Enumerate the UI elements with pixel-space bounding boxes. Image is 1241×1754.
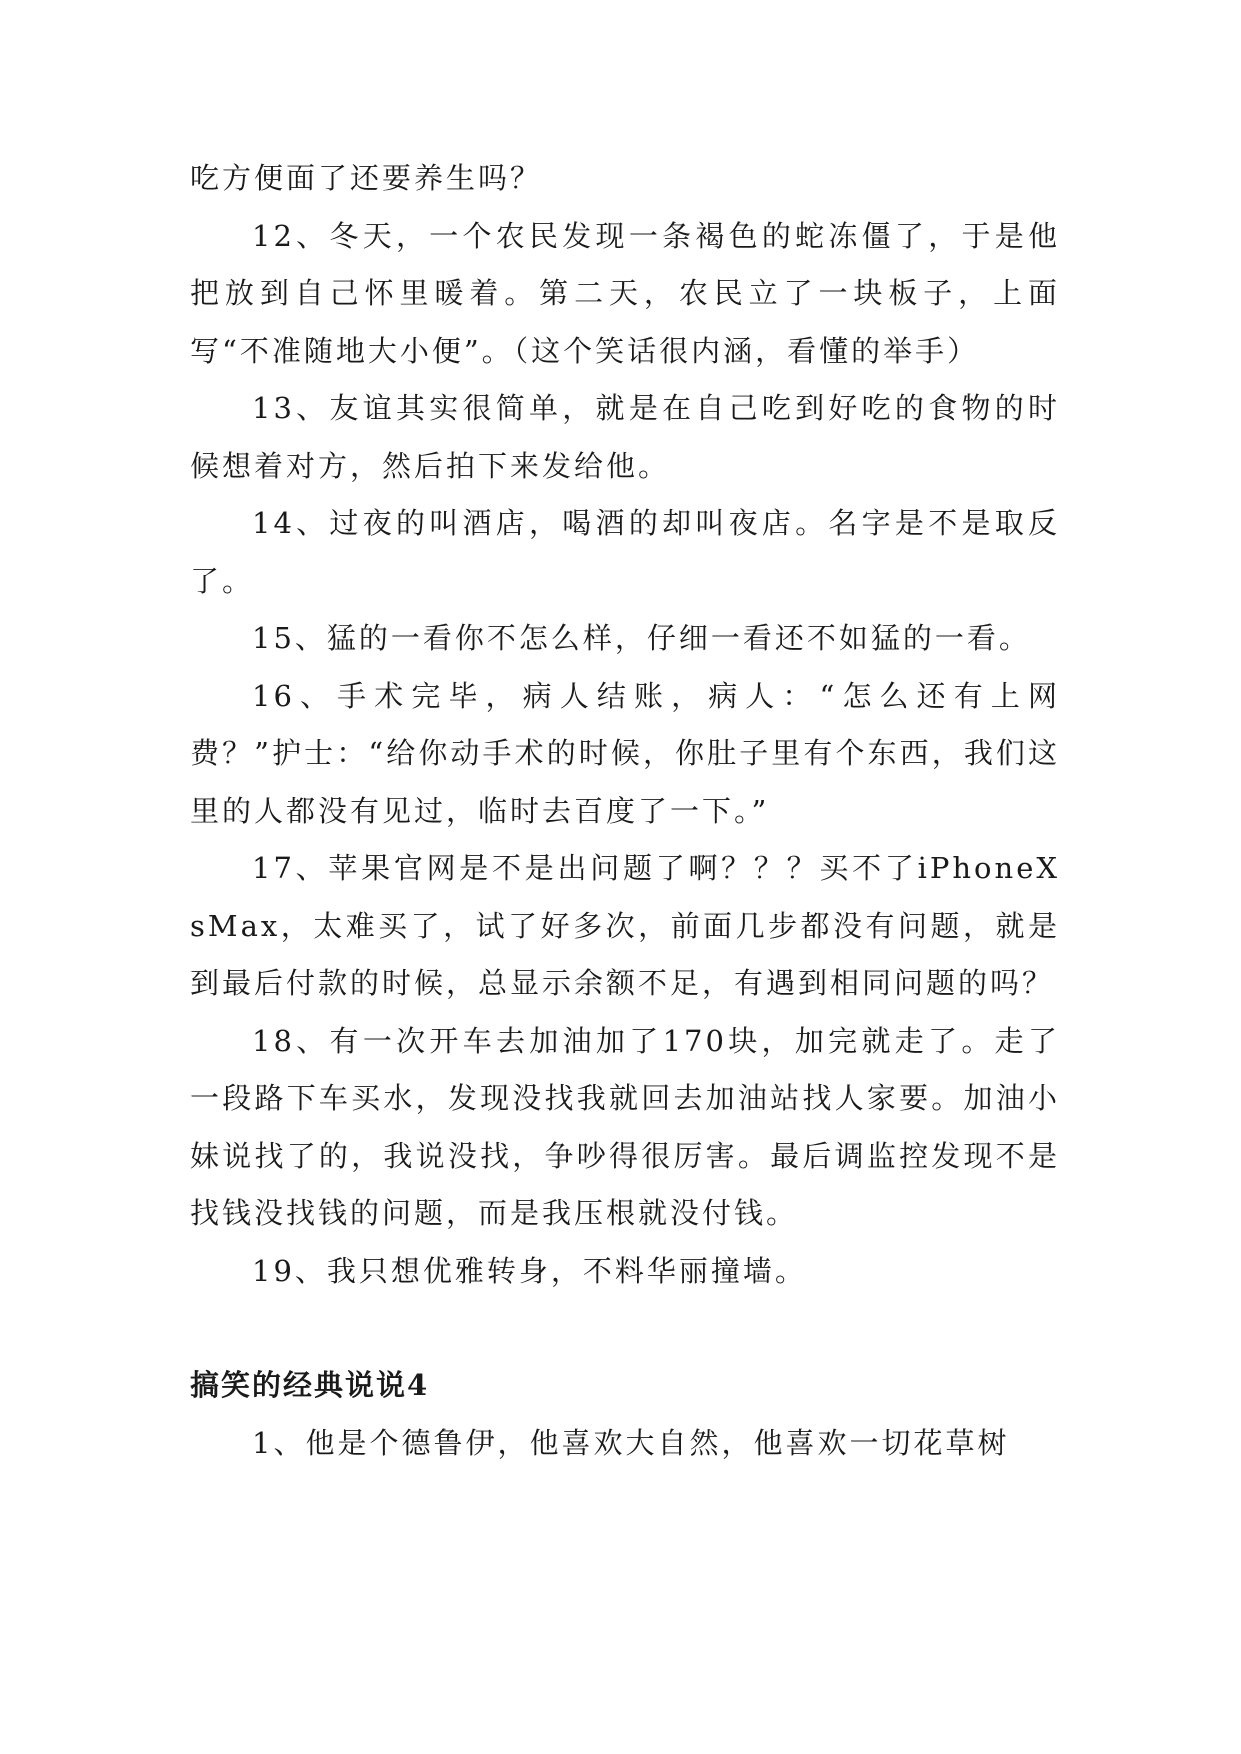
paragraph: 16、手术完毕，病人结账，病人：“怎么还有上网费？”护士：“给你动手术的时候，你肚子里有个东西，我们这里的人都没有见过，临时去百度了一下。” bbox=[190, 678, 1060, 828]
document-body bbox=[190, 150, 1060, 1472]
paragraph: 15、猛的一看你不怎么样，仔细一看还不如猛的一看。 bbox=[252, 621, 1031, 655]
paragraph: 18、有一次开车去加油加了170块，加完就走了。走了一段路下车买水，发现没找我就回去加油站找人家要。加油小妹说找了的，我说没找，争吵得很厉害。最后调监控发现不是找钱没找钱的问题，而是我压根就没付钱。 bbox=[190, 1023, 1060, 1230]
paragraph: 吃方便面了还要养生吗？ bbox=[190, 161, 543, 195]
paragraph: 17、苹果官网是不是出问题了啊？？？买不了iPhoneXsMax，太难买了，试了好多次，前面几步都没有问题，就是到最后付款的时候，总显示余额不足，有遇到相同问题的吗？ bbox=[190, 851, 1060, 1000]
paragraph: 19、我只想优雅转身，不料华丽撞墙。 bbox=[252, 1253, 807, 1288]
paragraph: 12、冬天，一个农民发现一条褐色的蛇冻僵了，于是他把放到自己怀里暖着。第二天，农民立了一块板子，上面写“不准随地大小便”。（这个笑话很内涵，看懂的举手） bbox=[190, 218, 1060, 368]
paragraph: 1、他是个德鲁伊，他喜欢大自然，他喜欢一切花草树 bbox=[252, 1425, 1010, 1460]
paragraph: 13、友谊其实很简单，就是在自己吃到好吃的食物的时候想着对方，然后拍下来发给他。 bbox=[190, 391, 1060, 483]
section-gap bbox=[190, 1300, 1060, 1357]
section-heading: 搞笑的经典说说4 bbox=[190, 1368, 430, 1402]
paragraph: 14、过夜的叫酒店，喝酒的却叫夜店。名字是不是取反了。 bbox=[190, 506, 1060, 598]
